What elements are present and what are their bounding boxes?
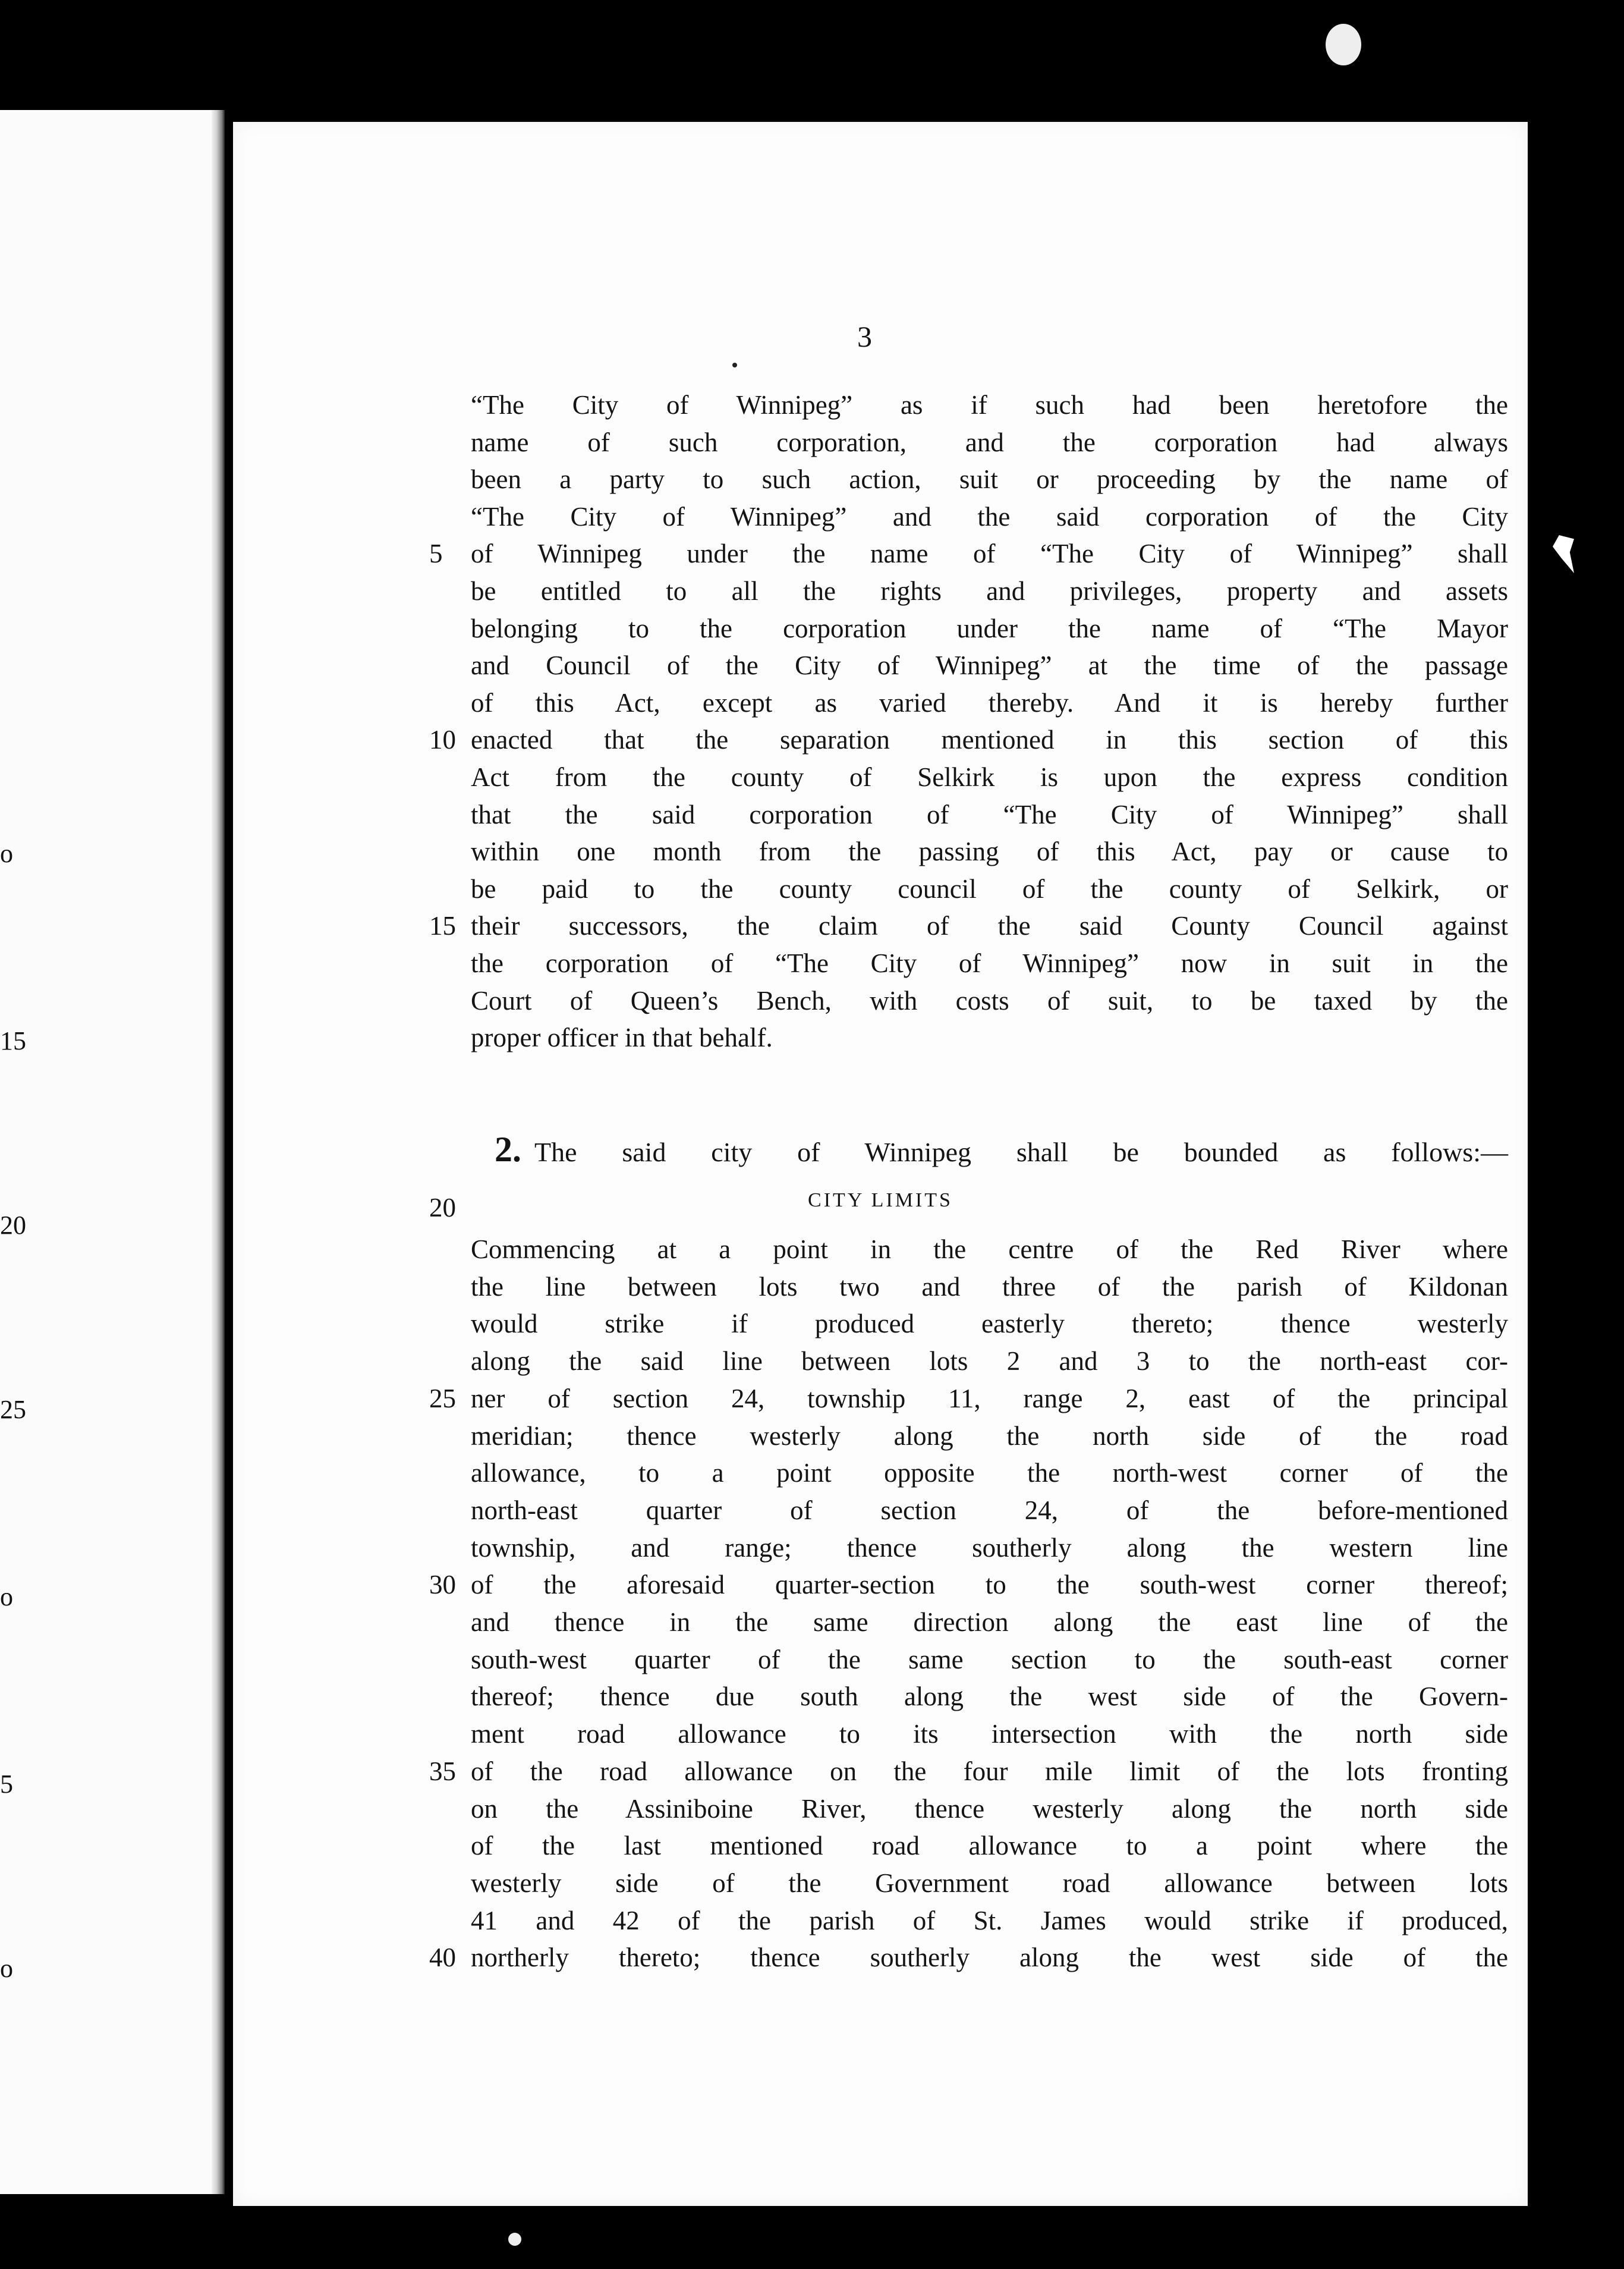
ink-dot: [732, 363, 737, 367]
text-line: been a party to such action, suit or proceeding by the name of: [471, 464, 1508, 495]
text-line: would strike if produced easterly thereto; thence westerly: [471, 1309, 1508, 1339]
scan-speck: [508, 2233, 521, 2246]
left-margin-number: o: [0, 1582, 13, 1611]
line-number: 30: [429, 1570, 456, 1600]
text-line: Court of Queen’s Bench, with costs of suit, to be taxed by the: [471, 985, 1508, 1016]
left-margin-number: 20: [0, 1211, 26, 1240]
text-line: 41 and 42 of the parish of St. James would strike if produced,: [471, 1905, 1508, 1935]
text-line: on the Assiniboine River, thence westerly along the north side: [471, 1793, 1508, 1824]
text-line: ner of section 24, township 11, range 2, east of the principal: [471, 1383, 1508, 1413]
text-line: and Council of the City of Winnipeg” at the time of the passage: [471, 650, 1508, 681]
left-margin-number: 15: [0, 1026, 26, 1055]
line-number: 40: [429, 1943, 456, 1973]
line-number: 15: [429, 911, 456, 941]
text-line: be entitled to all the rights and privileges, property and assets: [471, 576, 1508, 606]
text-line: and thence in the same direction along the east line of the: [471, 1607, 1508, 1637]
document-page: [233, 122, 1528, 2206]
section-number: 2.: [495, 1130, 521, 1169]
text-line: proper officer in that behalf.: [471, 1023, 773, 1053]
previous-page-edge: [0, 110, 225, 2194]
page-number: 3: [857, 320, 872, 353]
scan-speck: [1326, 24, 1361, 65]
text-line: their successors, the claim of the said County Council against: [471, 911, 1508, 941]
text-line: of this Act, except as varied thereby. And it is hereby further: [471, 687, 1508, 718]
text-line: within one month from the passing of this Act, pay or cause to: [471, 837, 1508, 867]
text-line: of the road allowance on the four mile limit of the lots fronting: [471, 1756, 1508, 1786]
text-line: thereof; thence due south along the west side of the Govern-: [471, 1682, 1508, 1712]
left-margin-number: 5: [0, 1770, 13, 1799]
text-line: the corporation of “The City of Winnipeg” now in suit in the: [471, 948, 1508, 978]
text-line: along the said line between lots 2 and 3 to the north-east cor-: [471, 1346, 1508, 1377]
text-line: Act from the county of Selkirk is upon the express condition: [471, 762, 1508, 792]
section-text: The said city of Winnipeg shall be bounded as follows:—: [534, 1137, 1508, 1167]
text-line: Commencing at a point in the centre of the Red River where: [471, 1234, 1508, 1264]
text-line: township, and range; thence southerly along the western line: [471, 1532, 1508, 1563]
text-line: “The City of Winnipeg” and the said corporation of the City: [471, 501, 1508, 532]
text-line: of Winnipeg under the name of “The City of Winnipeg” shall: [471, 539, 1508, 569]
text-line: be paid to the county council of the county of Selkirk, or: [471, 873, 1508, 904]
line-number: 25: [429, 1383, 456, 1413]
text-line: allowance, to a point opposite the north-west corner of the: [471, 1458, 1508, 1488]
text-line: north-east quarter of section 24, of the before-mentioned: [471, 1495, 1508, 1525]
text-line: northerly thereto; thence southerly along the west side of the: [471, 1943, 1508, 1973]
text-line: south-west quarter of the same section to the south-east corner: [471, 1644, 1508, 1674]
line-number: 10: [429, 725, 456, 755]
left-margin-number: o: [0, 839, 13, 868]
book-binding: [212, 110, 225, 2194]
text-line: “The City of Winnipeg” as if such had been heretofore the: [471, 390, 1508, 420]
text-line: of the last mentioned road allowance to a point where the: [471, 1831, 1508, 1861]
margin-tab-mark: [1553, 535, 1574, 573]
text-line: belonging to the corporation under the name of “The Mayor: [471, 613, 1508, 643]
text-line: meridian; thence westerly along the north side of the road: [471, 1421, 1508, 1451]
text-line: that the said corporation of “The City of Winnipeg” shall: [471, 799, 1508, 829]
line-number: 35: [429, 1756, 456, 1786]
left-margin-number: o: [0, 1954, 13, 1983]
subheading-city-limits: CITY LIMITS: [808, 1189, 953, 1211]
line-number: 5: [429, 539, 443, 569]
line-number: 20: [429, 1193, 456, 1223]
text-line: name of such corporation, and the corporation had always: [471, 427, 1508, 457]
text-line: the line between lots two and three of the parish of Kildonan: [471, 1271, 1508, 1302]
text-line: of the aforesaid quarter-section to the south-west corner thereof;: [471, 1570, 1508, 1600]
text-line: enacted that the separation mentioned in this section of this: [471, 725, 1508, 755]
text-line: westerly side of the Government road allowance between lots: [471, 1868, 1508, 1898]
left-margin-number: 25: [0, 1395, 26, 1424]
section-heading: [495, 1130, 1508, 1172]
text-line: ment road allowance to its intersection with the north side: [471, 1719, 1508, 1749]
